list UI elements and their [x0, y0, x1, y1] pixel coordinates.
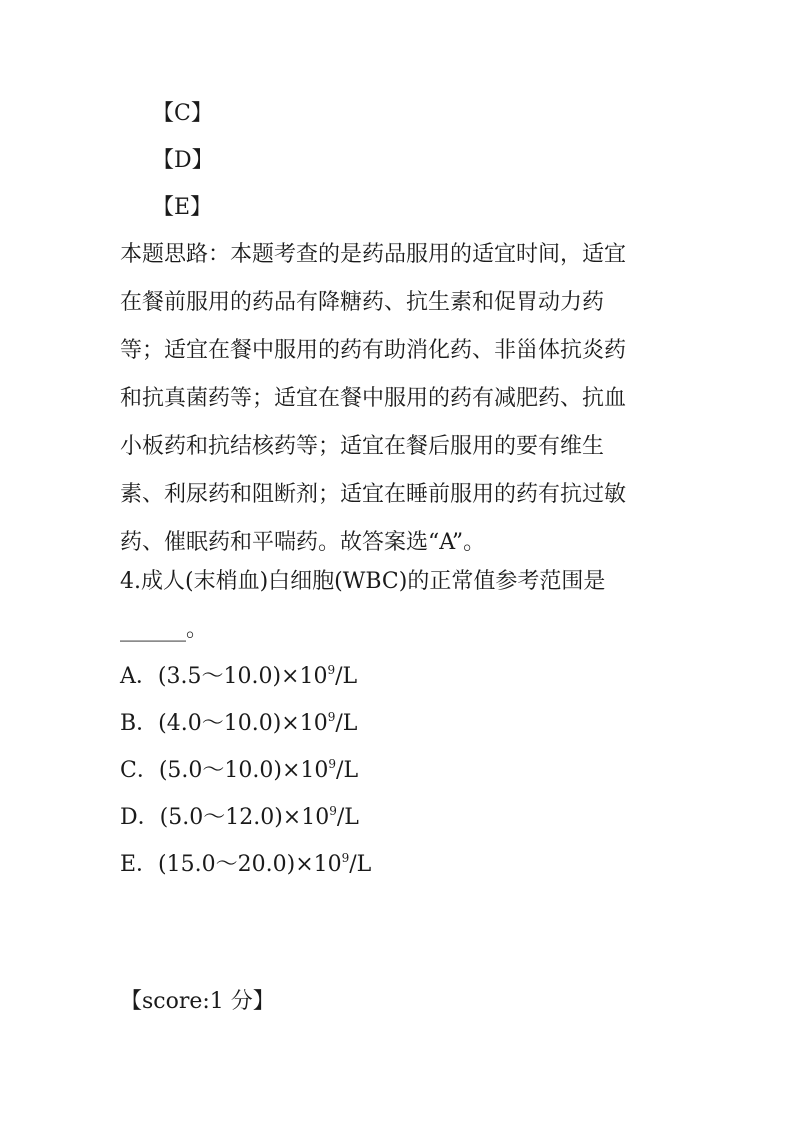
answer-option-a: [120, 662, 357, 692]
option-unit: /L: [349, 852, 372, 877]
option-c-label: 【C】: [152, 101, 213, 126]
answer-blank: ______。: [120, 617, 209, 642]
option-exponent: 9: [327, 663, 336, 677]
option-text: B．(4.0～10.0)×10: [120, 711, 328, 736]
option-exponent: 9: [329, 804, 337, 818]
score-label: 【score:1 分】: [120, 989, 275, 1014]
question-stem: 4.成人(末梢血)白细胞(WBC)的正常值参考范围是: [120, 569, 606, 594]
option-text: E．(15.0～20.0)×10: [120, 852, 342, 877]
option-text: A．(3.5～10.0)×10: [120, 664, 328, 689]
option-text: D．(5.0～12.0)×10: [120, 805, 330, 830]
option-unit: /L: [335, 711, 358, 736]
explanation-line: 和抗真菌药等；适宜在餐中服用的药有减肥药、抗血: [120, 386, 627, 411]
option-unit: /L: [336, 758, 359, 783]
option-text: C．(5.0～10.0)×10: [120, 758, 329, 783]
explanation-line: 素、利尿药和阻断剂；适宜在睡前服用的药有抗过敏: [120, 482, 627, 507]
explanation-line: 等；适宜在餐中服用的药有助消化药、非甾体抗炎药: [120, 338, 627, 363]
option-exponent: 9: [328, 757, 337, 771]
option-e-label: 【E】: [152, 195, 213, 220]
answer-option-e: [120, 850, 371, 880]
option-exponent: 9: [341, 851, 350, 865]
explanation-line: 药、催眠药和平喘药。故答案选“A”。: [120, 530, 486, 555]
answer-option-d: [120, 803, 359, 833]
option-exponent: 9: [327, 710, 336, 724]
answer-option-c: [120, 756, 358, 786]
option-d-label: 【D】: [152, 148, 214, 173]
explanation-line: 本题思路：本题考查的是药品服用的适宜时间，适宜: [120, 242, 627, 267]
answer-option-b: [120, 709, 357, 739]
explanation-line: 小板药和抗结核药等；适宜在餐后服用的要有维生: [120, 434, 605, 459]
explanation-paragraph: [120, 231, 680, 567]
option-unit: /L: [335, 664, 358, 689]
option-unit: /L: [336, 805, 359, 830]
explanation-line: 在餐前服用的药品有降糖药、抗生素和促胃动力药: [120, 290, 605, 315]
